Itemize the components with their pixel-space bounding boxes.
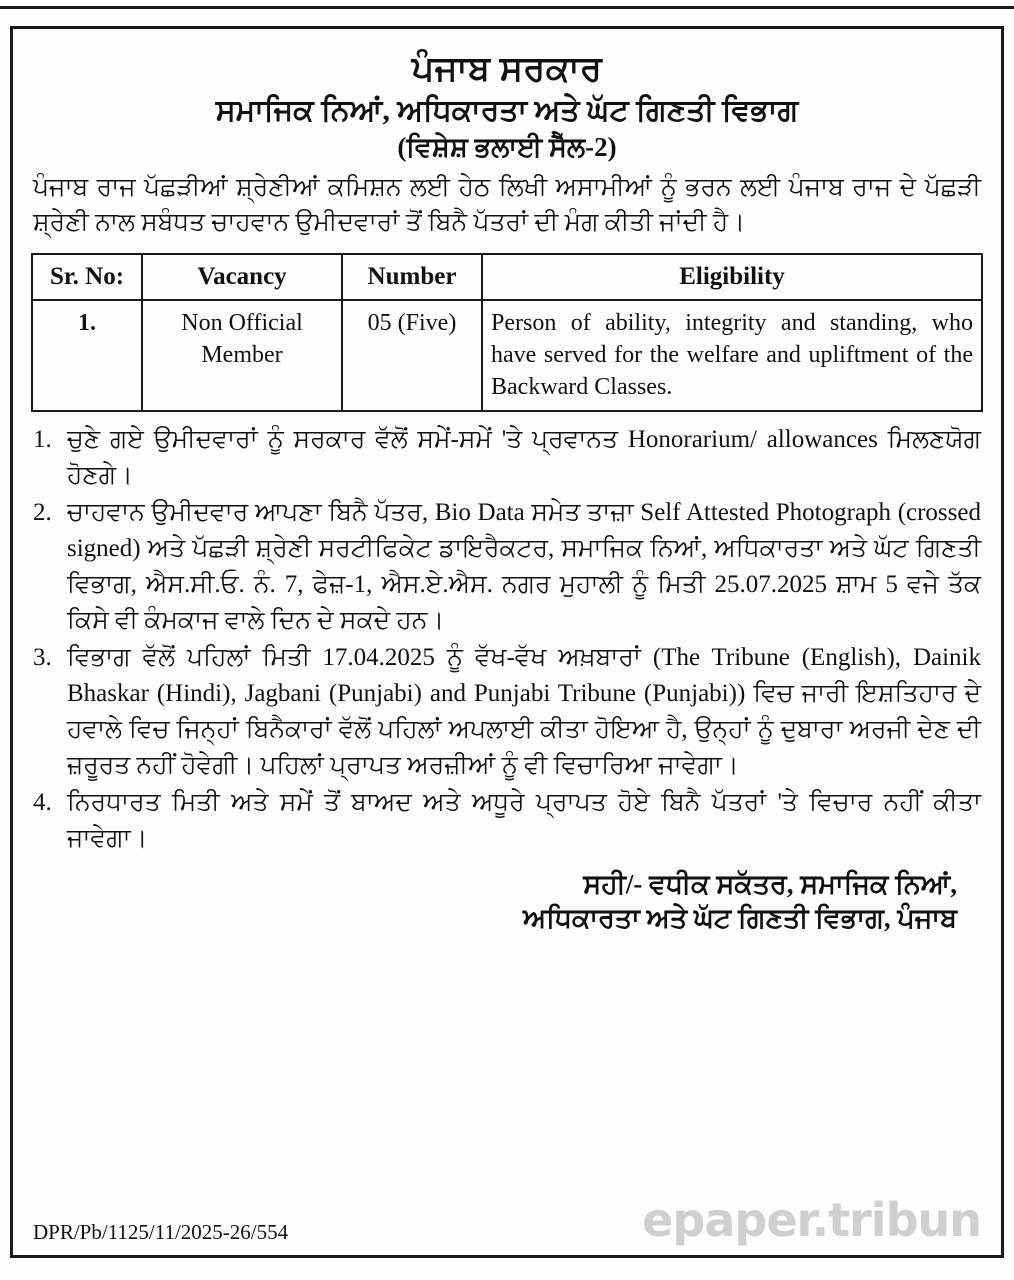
dpr-reference-number: DPR/Pb/1125/11/2025-26/554 [33,1220,289,1244]
list-item [33,495,981,638]
table-row [32,300,982,411]
signature-line-1: ਸਹੀ/- ਵਧੀਕ ਸਕੱਤਰ, ਸਮਾਜਿਕ ਨਿਆਂ, [583,868,957,899]
list-item-text: ਨਿਰਧਾਰਤ ਮਿਤੀ ਅਤੇ ਸਮੇਂ ਤੋਂ ਬਾਅਦ ਅਤੇ ਅਧੂਰੇ ਪ੍ਰਾਪਤ ਹੋਏ ਬਿਨੈ ਪੱਤਰਾਂ 'ਤੇ ਵਿਚਾਰ ਨਹੀਂ ਕੀਤਾ ਜਾਵੇਗਾ। [67,789,981,853]
signature-block [31,867,983,936]
cell-sr-no: 1. [32,300,142,411]
notes-list [31,422,983,857]
list-item-number: 1. [33,425,52,453]
cell-eligibility: Person of ability, integrity and standing, who have served for the welfare and upliftment of the Backward Classes. [482,300,982,411]
department-title: ਸਮਾਜਿਕ ਨਿਆਂ, ਅਧਿਕਾਰਤਾ ਅਤੇ ਘੱਟ ਗਿਣਤੀ ਵਿਭਾਗ [215,94,799,128]
column-header-vacancy: Vacancy [142,254,342,300]
intro-paragraph: ਪੰਜਾਬ ਰਾਜ ਪੱਛੜੀਆਂ ਸ਼੍ਰੇਣੀਆਂ ਕਮਿਸ਼ਨ ਲਈ ਹੇਠ ਲਿਖੀ ਅਸਾਮੀਆਂ ਨੂੰ ਭਰਨ ਲਈ ਪੰਜਾਬ ਰਾਜ ਦੇ ਪੱਛੜੀ ਸ਼੍ਰੇਣੀ ਨਾਲ ਸਬੰਧਤ ਚਾਹਵਾਨ ਉਮੀਦਵਾਰਾਂ ਤੋਂ ਬਿਨੈ ਪੱਤਰਾਂ ਦੀ ਮੰਗ ਕੀਤੀ ਜਾਂਦੀ ਹੈ। [33,173,981,237]
column-header-eligibility: Eligibility [482,254,982,300]
government-title: ਪੰਜਾਬ ਸਰਕਾਰ [411,49,603,88]
list-item-text: ਵਿਭਾਗ ਵੱਲੋਂ ਪਹਿਲਾਂ ਮਿਤੀ 17.04.2025 ਨੂੰ ਵੱਖ-ਵੱਖ ਅਖ਼ਬਾਰਾਂ (The Tribune (English), Dainik Bhaskar (Hindi), Jagbani (Punjabi) and Punjabi Tribune (Punjabi)) ਵਿਚ ਜਾਰੀ ਇਸ਼ਤਿਹਾਰ ਦੇ ਹਵਾਲੇ ਵਿਚ ਜਿਨ੍ਹਾਂ ਬਿਨੈਕਾਰਾਂ ਵੱਲੋਂ ਪਹਿਲਾਂ ਅਪਲਾਈ ਕੀਤਾ ਹੋਇਆ ਹੈ, ਉਨ੍ਹਾਂ ਨੂੰ ਦੁਬਾਰਾ ਅਰਜੀ ਦੇਣ ਦੀ ਜ਼ਰੂਰਤ ਨਹੀਂ ਹੋਵੇਗੀ। ਪਹਿਲਾਂ ਪ੍ਰਾਪਤ ਅਰਜ਼ੀਆਂ ਨੂੰ ਵੀ ਵਿਚਾਰਿਆ ਜਾਵੇਗਾ। [67,644,981,779]
advertisement-frame [10,26,1004,1258]
list-item-number: 3. [33,644,52,672]
cell-number: 05 (Five) [342,300,482,411]
column-header-number: Number [342,254,482,300]
vacancy-table [31,253,983,412]
list-item [33,422,981,494]
epaper-watermark: epaper.tribun [642,1193,981,1247]
cell-vacancy: Non Official Member [142,300,342,411]
top-rule-divider [0,6,1014,9]
list-item [33,640,981,783]
cell-subtitle: (ਵਿਸ਼ੇਸ਼ ਭਲਾਈ ਸੈੱਲ-2) [397,132,617,163]
list-item-number: 2. [33,499,52,527]
list-item-text: ਚੁਣੇ ਗਏ ਉਮੀਦਵਾਰਾਂ ਨੂੰ ਸਰਕਾਰ ਵੱਲੋਂ ਸਮੇਂ-ਸਮੇਂ 'ਤੇ ਪ੍ਰਵਾਨਤ Honorarium/ allowances ਮਿਲਣਯੋਗ ਹੋਣਗੇ। [67,425,981,489]
list-item [33,785,981,857]
list-item-text: ਚਾਹਵਾਨ ਉਮੀਦਵਾਰ ਆਪਣਾ ਬਿਨੈ ਪੱਤਰ, Bio Data ਸਮੇਤ ਤਾਜ਼ਾ Self Attested Photograph (crossed signed) ਅਤੇ ਪੱਛੜੀ ਸ਼੍ਰੇਣੀ ਸਰਟੀਫਿਕੇਟ ਡਾਇਰੈਕਟਰ, ਸਮਾਜਿਕ ਨਿਆਂ, ਅਧਿਕਾਰਤਾ ਅਤੇ ਘੱਟ ਗਿਣਤੀ ਵਿਭਾਗ, ਐਸ.ਸੀ.ਓ. ਨੰ. 7, ਫੇਜ਼-1, ਐਸ.ਏ.ਐਸ. ਨਗਰ ਮੁਹਾਲੀ ਨੂੰ ਮਿਤੀ 25.07.2025 ਸ਼ਾਮ 5 ਵਜੇ ਤੱਕ ਕਿਸੇ ਵੀ ਕੰਮਕਾਜ ਵਾਲੇ ਦਿਨ ਦੇ ਸਕਦੇ ਹਨ। [67,499,981,634]
signature-line-2: ਅਧਿਕਾਰਤਾ ਅਤੇ ਘੱਟ ਗਿਣਤੀ ਵਿਭਾਗ, ਪੰਜਾਬ [523,903,957,934]
list-item-number: 4. [33,789,52,817]
column-header-sr-no: Sr. No: [32,254,142,300]
footer-row [33,1193,981,1247]
table-header-row [32,254,982,300]
